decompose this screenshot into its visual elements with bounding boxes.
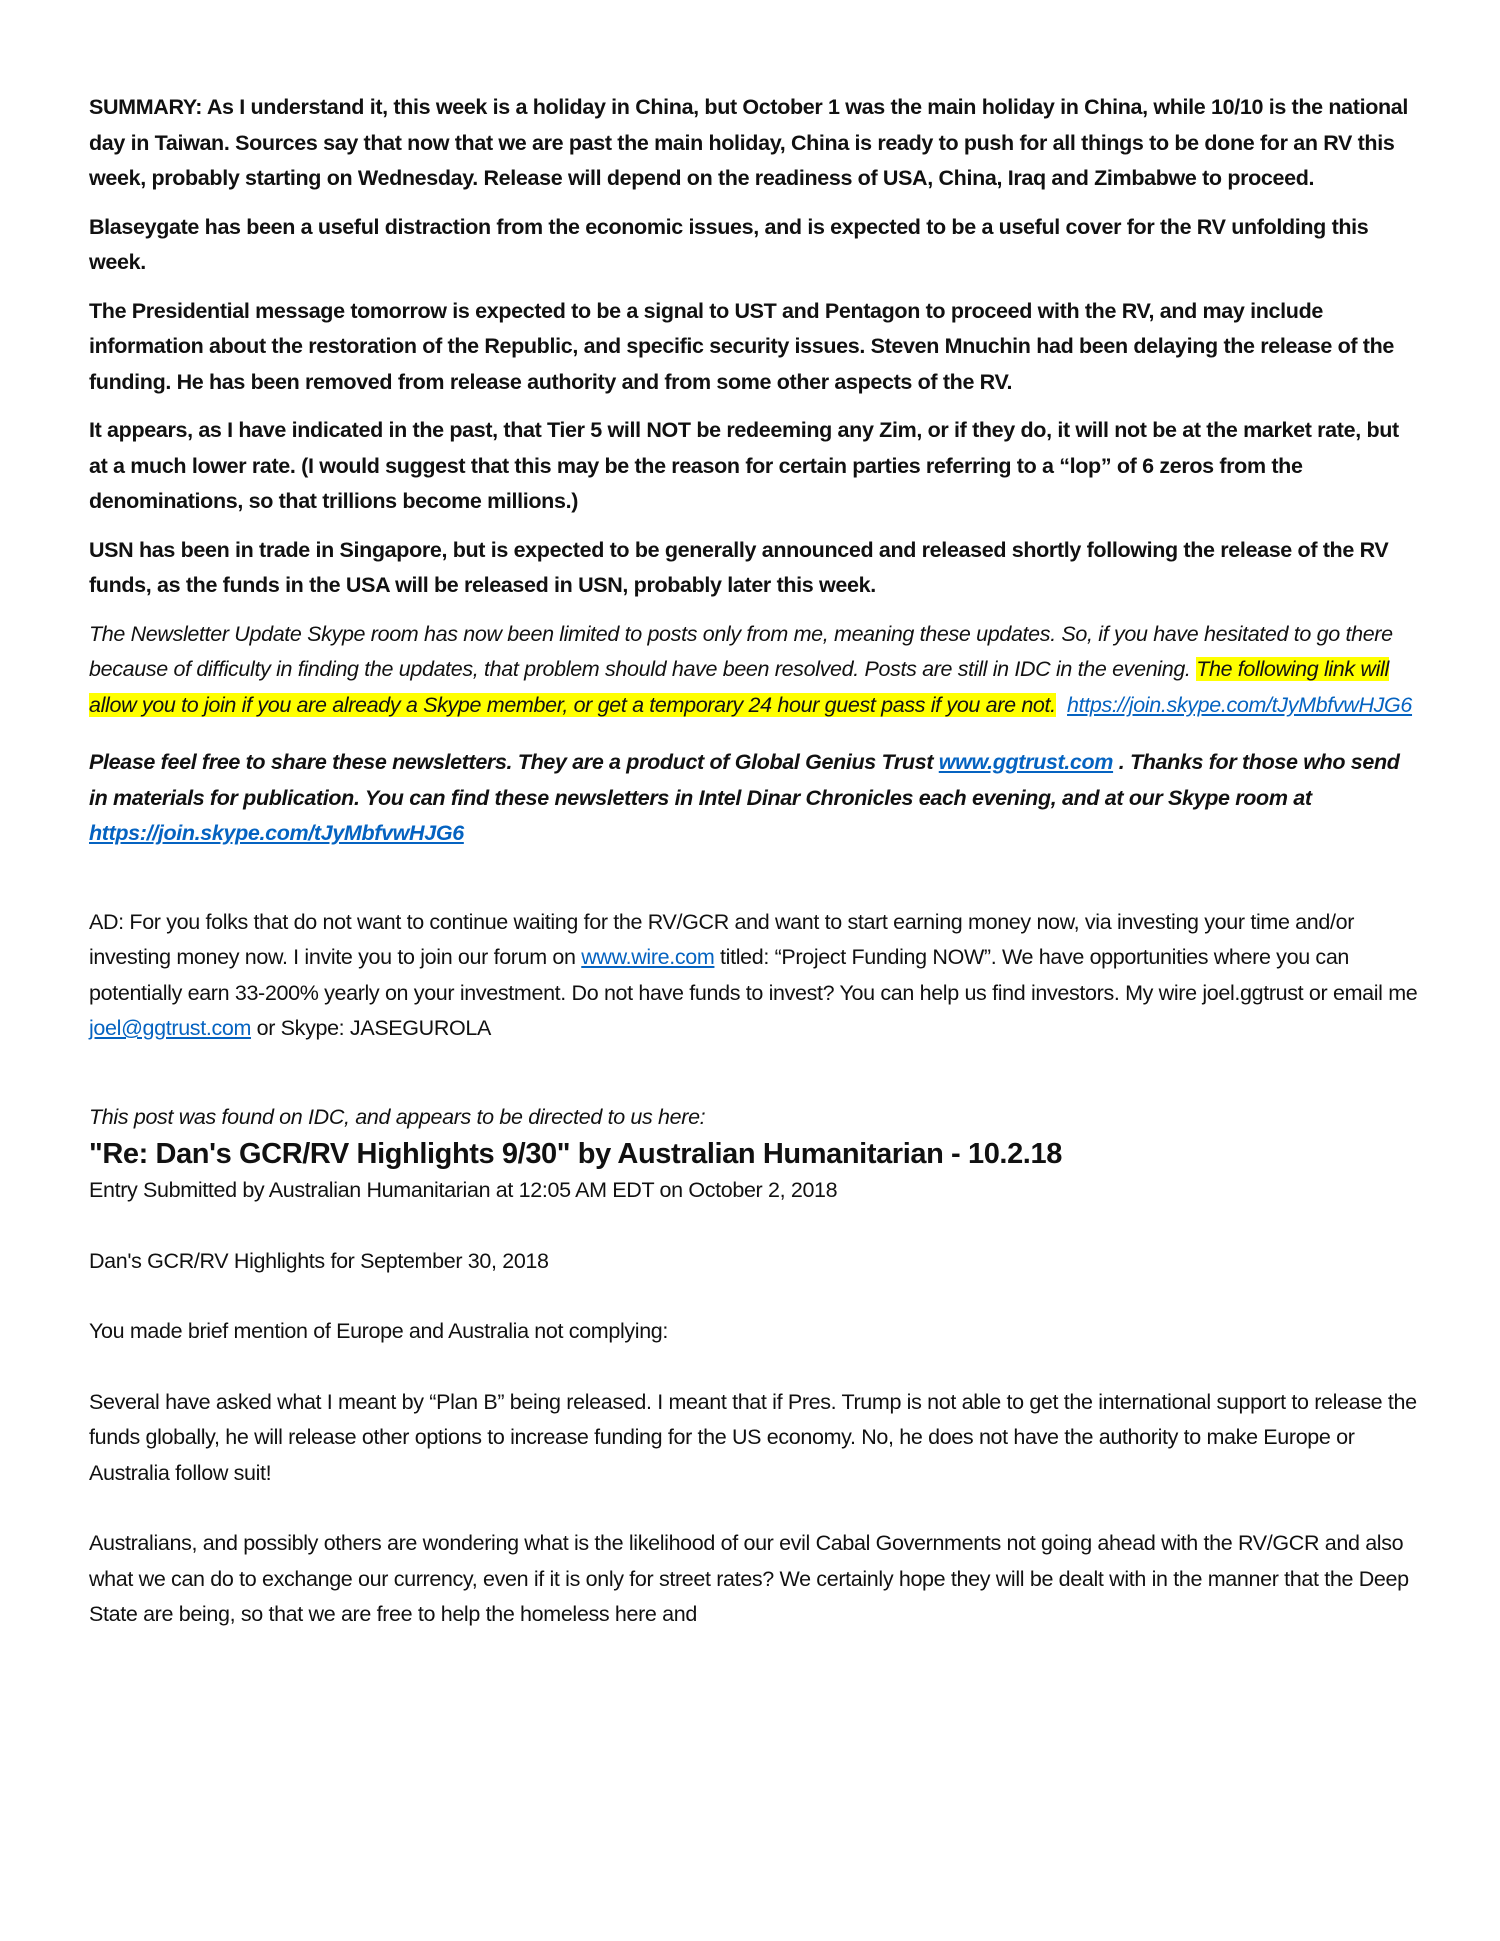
found-note: This post was found on IDC, and appears to be directed to us here: [89, 1104, 706, 1129]
share-text-2: . Thanks for those who send in materials for publication. You can find these newsletters in Intel Dinar Chronicles each evening, and at our Skype room at [89, 750, 1400, 810]
tier5-paragraph: It appears, as I have indicated in the past, that Tier 5 will NOT be redeeming any Zim, or if they do, it will not be at the market rate, but at a much lower rate. (I would suggest that this may be the reason for certain parties referring to a “lop” of 6 zeros from the denominations, so that trillions become millions.) [89, 418, 1399, 513]
highlights-line: Dan's GCR/RV Highlights for September 30, 2018 [89, 1248, 549, 1273]
skype-link[interactable]: https://join.skype.com/tJyMbfvwHJG6 [1067, 692, 1413, 717]
post-title: "Re: Dan's GCR/RV Highlights 9/30" by Australian Humanitarian - 10.2.18 [89, 1138, 1062, 1170]
wire-link[interactable]: www.wire.com [581, 945, 715, 969]
skype-room-link[interactable]: https://join.skype.com/tJyMbfvwHJG6 [89, 821, 464, 845]
blaseygate-paragraph: Blaseygate has been a useful distraction from the economic issues, and is expected to be a useful cover for the RV unfolding this week. [89, 214, 1369, 274]
skype-highlight: The following link will allow you to join if you are already a Skype member, or get a temporary 24 hour guest pass if you are not. [89, 657, 1389, 717]
skype-paragraph [89, 617, 1419, 724]
skype-intro: The Newsletter Update Skype room has now been limited to posts only from me, meaning these updates. So, if you have hesitated to go there because of difficulty in finding the updates, that problem should have been resolved. Posts are still in IDC in the evening. [89, 621, 1393, 681]
document-page [89, 90, 1419, 1646]
ad-paragraph [89, 905, 1419, 1047]
ggtrust-link[interactable]: www.ggtrust.com [938, 750, 1114, 774]
planb-paragraph: Several have asked what I meant by “Plan B” being released. I meant that if Pres. Trump is not able to get the international support to release the funds globally, he will release other options to increase funding for the US economy. No, he does not have the authority to make Europe or Australia follow suit! [89, 1389, 1417, 1485]
usn-paragraph: USN has been in trade in Singapore, but is expected to be generally announced and released shortly following the release of the RV funds, as the funds in the USA will be released in USN, probably later this week. [89, 537, 1389, 597]
australians-paragraph: Australians, and possibly others are wondering what is the likelihood of our evil Cabal Governments not going ahead with the RV/GCR and also what we can do to exchange our currency, even if it is only for street rates? We certainly hope they will be dealt with in the manner that the Deep State are being, so that we are free to help the homeless here and [89, 1531, 1409, 1626]
summary-paragraph: SUMMARY: As I understand it, this week is a holiday in China, but October 1 was the main holiday in China, while 10/10 is the national day in Taiwan. Sources say that now that we are past the main holiday, China is ready to push for all things to be done for an RV this week, probably starting on Wednesday. Release will depend on the readiness of USA, China, Iraq and Zimbabwe to proceed. [89, 95, 1408, 190]
email-link[interactable]: joel@ggtrust.com [89, 1016, 252, 1040]
presidential-paragraph: The Presidential message tomorrow is expected to be a signal to UST and Pentagon to proceed with the RV, and may include information about the restoration of the Republic, and specific security issues. Steven Mnuchin had been delaying the release of the funding. He has been removed from release authority and from some other aspects of the RV. [89, 298, 1394, 394]
share-paragraph [89, 745, 1419, 852]
mention-line: You made brief mention of Europe and Australia not complying: [89, 1319, 669, 1343]
share-text-1: Please feel free to share these newsletters. They are a product of Global Genius Trust [89, 750, 939, 774]
ad-text-1: AD: For you folks that do not want to continue waiting for the RV/GCR and want to start earning money now, via investing your time and/or investing money now. I invite you to join our forum on [89, 909, 1355, 969]
ad-text-2: titled: “Project Funding NOW”. We have opportunities where you can potentially earn 33-200% yearly on your investment. Do not have funds to invest? You can help us find investors. My wire joel.ggtrust or email me [89, 945, 1418, 1005]
ad-text-3: or Skype: JASEGUROLA [251, 1016, 491, 1040]
entry-line: Entry Submitted by Australian Humanitarian at 12:05 AM EDT on October 2, 2018 [89, 1178, 838, 1202]
